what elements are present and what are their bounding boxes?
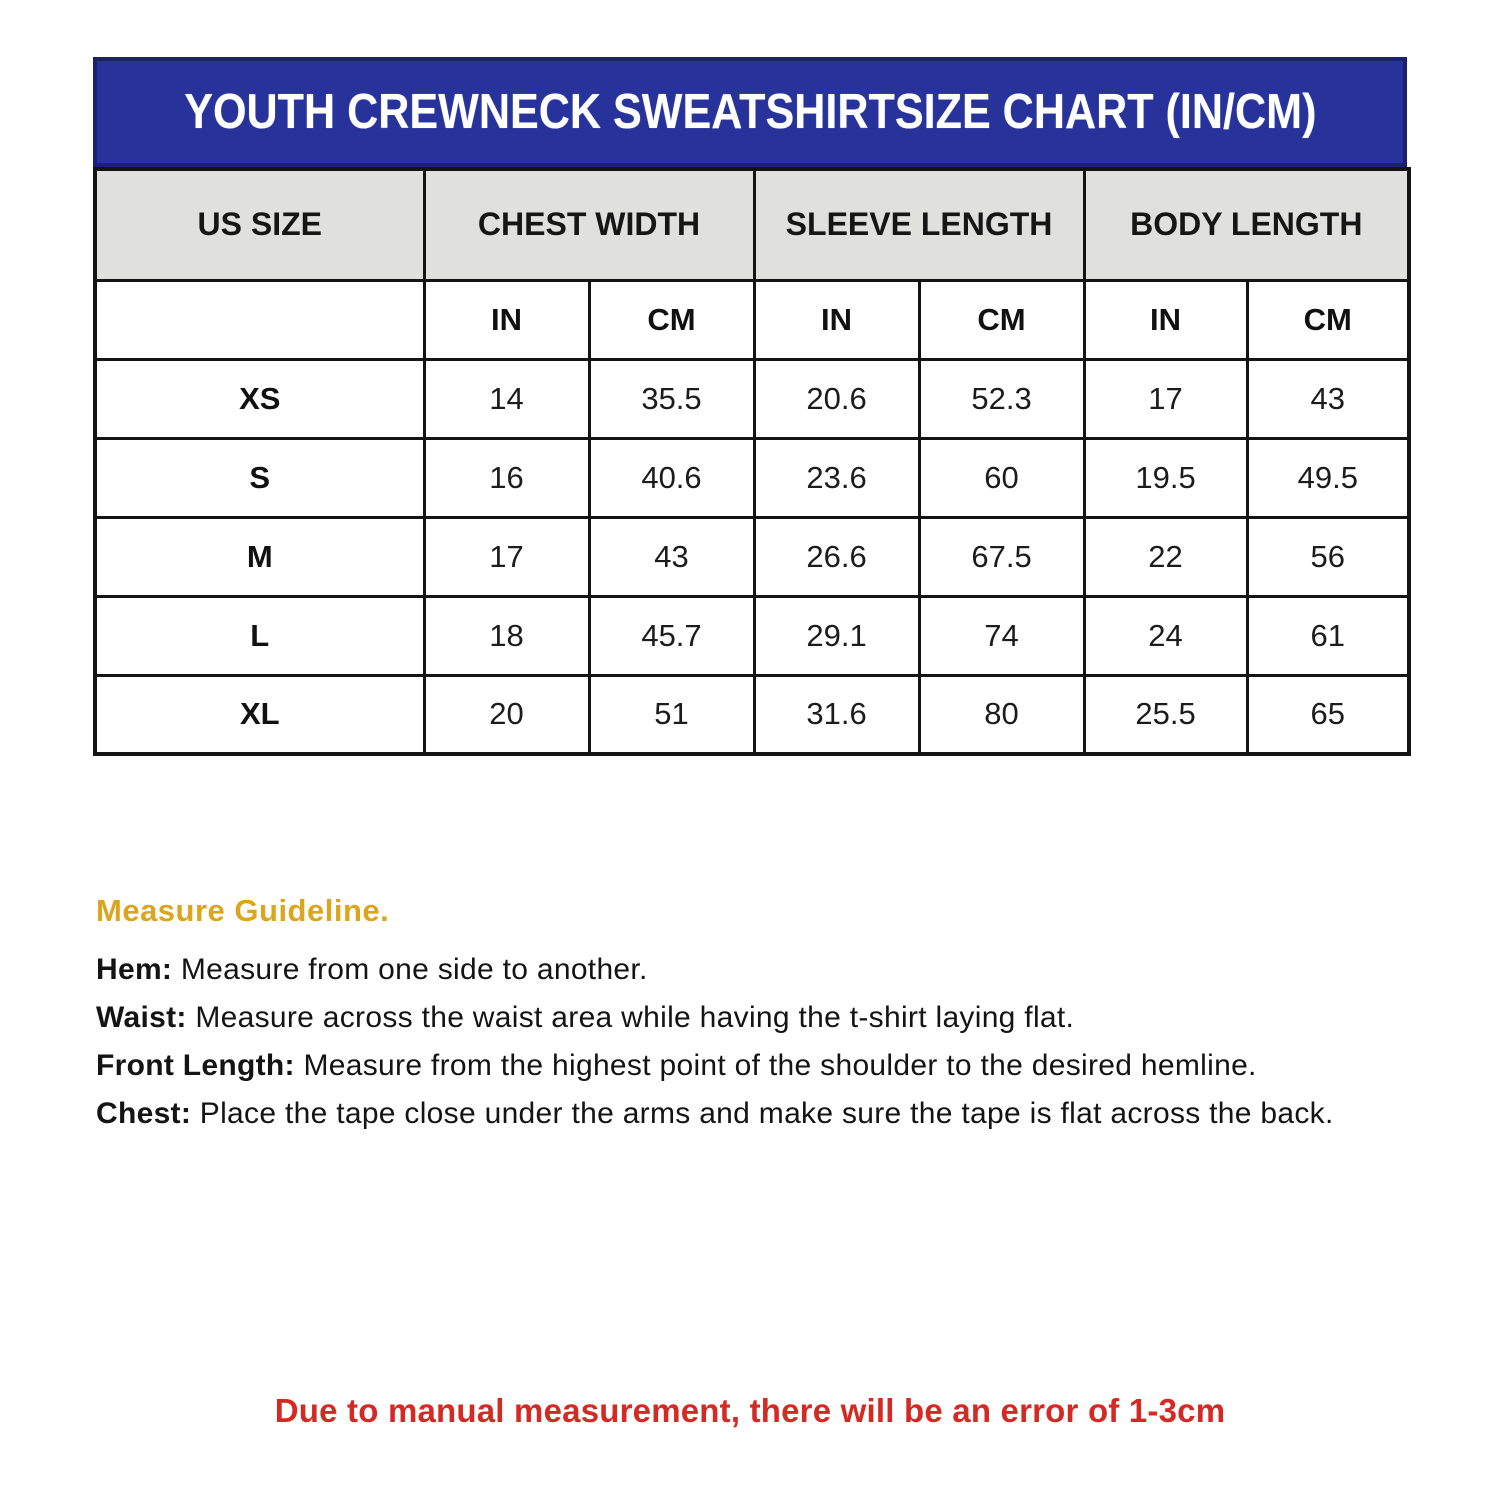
guideline-hem-label: Hem: bbox=[96, 953, 173, 986]
value-cell: 26.6 bbox=[754, 517, 919, 596]
guideline-waist-text: Measure across the waist area while having the t-shirt laying flat. bbox=[186, 1001, 1075, 1034]
value-cell: 24 bbox=[1084, 596, 1247, 675]
guideline-front-length-text: Measure from the highest point of the shoulder to the desired hemline. bbox=[294, 1049, 1257, 1082]
size-label: S bbox=[95, 438, 424, 517]
value-cell: 43 bbox=[1247, 359, 1409, 438]
size-row-l bbox=[95, 596, 1409, 675]
unit-header-sleeve-cm: CM bbox=[919, 280, 1084, 359]
value-cell: 45.7 bbox=[589, 596, 754, 675]
value-cell: 17 bbox=[424, 517, 589, 596]
value-cell: 61 bbox=[1247, 596, 1409, 675]
value-cell: 16 bbox=[424, 438, 589, 517]
size-label: XL bbox=[95, 675, 424, 754]
guideline-chest-label: Chest: bbox=[96, 1097, 192, 1130]
value-cell: 14 bbox=[424, 359, 589, 438]
guideline-chest bbox=[96, 1090, 1426, 1138]
guideline-front-length bbox=[96, 1042, 1426, 1090]
value-cell: 18 bbox=[424, 596, 589, 675]
value-cell: 29.1 bbox=[754, 596, 919, 675]
value-cell: 80 bbox=[919, 675, 1084, 754]
guideline-chest-text: Place the tape close under the arms and make sure the tape is flat across the back. bbox=[191, 1097, 1334, 1130]
guideline-waist bbox=[96, 994, 1426, 1042]
col-header-body-length: BODY LENGTH bbox=[1084, 169, 1409, 280]
unit-header-sleeve-in: IN bbox=[754, 280, 919, 359]
value-cell: 74 bbox=[919, 596, 1084, 675]
value-cell: 52.3 bbox=[919, 359, 1084, 438]
size-row-m bbox=[95, 517, 1409, 596]
value-cell: 49.5 bbox=[1247, 438, 1409, 517]
guideline-hem bbox=[96, 946, 1426, 994]
size-label: M bbox=[95, 517, 424, 596]
value-cell: 17 bbox=[1084, 359, 1247, 438]
value-cell: 56 bbox=[1247, 517, 1409, 596]
value-cell: 35.5 bbox=[589, 359, 754, 438]
measurement-error-note: Due to manual measurement, there will be an error of 1-3cm bbox=[274, 1392, 1226, 1429]
value-cell: 31.6 bbox=[754, 675, 919, 754]
unit-header-chest-in: IN bbox=[424, 280, 589, 359]
size-table bbox=[93, 167, 1411, 756]
measure-guideline-section bbox=[96, 893, 1426, 1138]
title-banner bbox=[93, 57, 1407, 167]
col-header-sleeve-length: SLEEVE LENGTH bbox=[754, 169, 1084, 280]
size-label: XS bbox=[95, 359, 424, 438]
guideline-hem-text: Measure from one side to another. bbox=[172, 953, 648, 986]
value-cell: 51 bbox=[589, 675, 754, 754]
guideline-front-length-label: Front Length: bbox=[96, 1049, 295, 1082]
value-cell: 19.5 bbox=[1084, 438, 1247, 517]
unit-header-row bbox=[95, 280, 1409, 359]
unit-header-body-in: IN bbox=[1084, 280, 1247, 359]
unit-header-chest-cm: CM bbox=[589, 280, 754, 359]
unit-header-body-cm: CM bbox=[1247, 280, 1409, 359]
value-cell: 22 bbox=[1084, 517, 1247, 596]
value-cell: 20.6 bbox=[754, 359, 919, 438]
col-header-chest-width: CHEST WIDTH bbox=[424, 169, 754, 280]
guideline-waist-label: Waist: bbox=[96, 1001, 187, 1034]
unit-header-spacer bbox=[95, 280, 424, 359]
size-label: L bbox=[95, 596, 424, 675]
value-cell: 23.6 bbox=[754, 438, 919, 517]
page-title: YOUTH CREWNECK SWEATSHIRTSIZE CHART (IN/CM) bbox=[183, 85, 1317, 139]
guideline-heading: Measure Guideline. bbox=[96, 893, 390, 928]
size-row-s bbox=[95, 438, 1409, 517]
value-cell: 60 bbox=[919, 438, 1084, 517]
value-cell: 40.6 bbox=[589, 438, 754, 517]
col-header-us-size: US SIZE bbox=[95, 169, 424, 280]
value-cell: 25.5 bbox=[1084, 675, 1247, 754]
size-row-xs bbox=[95, 359, 1409, 438]
column-header-row bbox=[95, 169, 1409, 280]
size-row-xl bbox=[95, 675, 1409, 754]
value-cell: 65 bbox=[1247, 675, 1409, 754]
value-cell: 43 bbox=[589, 517, 754, 596]
value-cell: 20 bbox=[424, 675, 589, 754]
value-cell: 67.5 bbox=[919, 517, 1084, 596]
